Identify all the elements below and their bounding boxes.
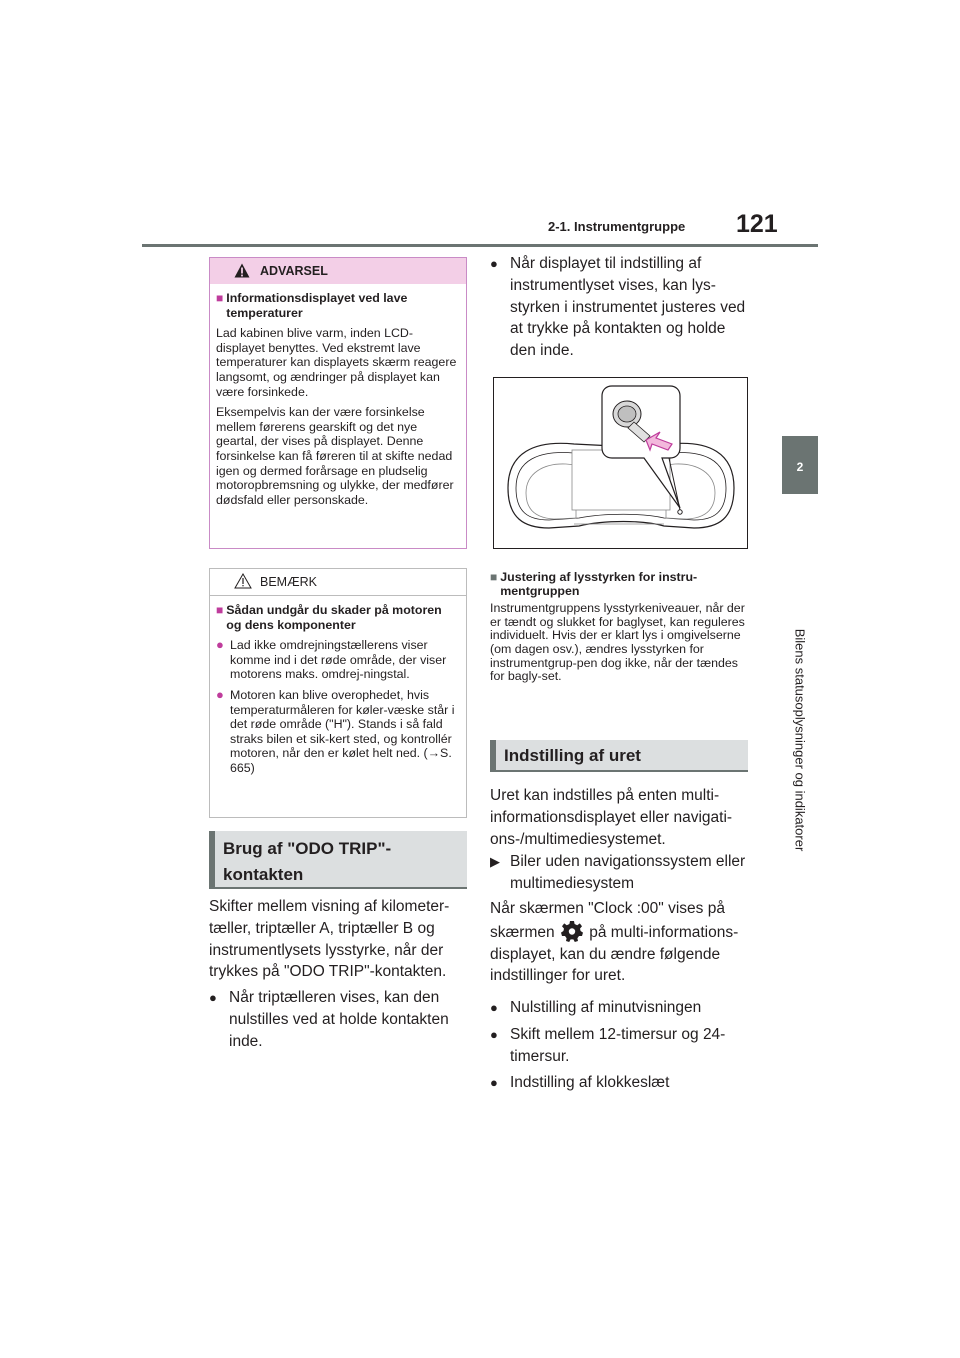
warning-header [210,258,466,284]
section-heading-odo-trip [209,831,467,889]
cluster-drawing [494,378,747,548]
warning-title: ADVARSEL [260,264,328,278]
bullet-dot-icon: ● [490,1026,498,1042]
bullet-dot-icon: ● [209,990,217,1005]
square-bullet-icon: ■ [490,570,498,584]
note-heading: ■ Sådan undgår du skader på motoren og dens komponenter [216,603,442,632]
section-title: Brug af "ODO TRIP"-kontakten [223,839,392,884]
note-box [209,568,467,818]
adjust-heading: ■ Justering af lysstyrken for instru-mentgruppen [490,570,698,598]
bullet-dot-icon: ● [490,1075,498,1091]
gear-settings-icon [561,920,583,942]
section-heading-clock [490,740,748,772]
list-item: ● Nulstilling af minutvisningen [490,997,752,1019]
warning-paragraph-2: Eksempelvis kan der være forsinkelse mellem førerens gearskift og det nye geartal, der vises på displayet. Denne forsinkelse kan få føreren til at skifte nedad igen og dermed forårsage en pludselig motoropbremsning og ulykke, der medfører dødsfald eller personskade. [216,405,454,507]
clock-paragraph-2: Når skærmen "Clock :00" vises på skærmen på multi-informations-displayet, kan du ændre følgende indstillinger for uret. [490,900,739,985]
clock-paragraph: Uret kan indstilles på enten multi-informationsdisplayet eller navigati-ons-/multimediesystemet. [490,787,733,848]
bullet-dot-icon: ● [490,256,498,271]
adjust-brightness-block [490,571,752,684]
warning-paragraph-1: Lad kabinen blive varm, inden LCD-displayet benyttes. Ved ekstremt lave temperaturer kan displayets skærm reagere langsomt, og ændringer på displayet kan være forsinkede. [216,326,457,399]
chapter-tab [782,436,818,494]
bullet-dot-icon: ● [216,686,224,702]
brightness-bullet: ● Når displayet til indstilling af instrumentlyset vises, kan lys-styrken i instrumentet justeres ved at trykke på kontakten og holde den inde. [490,253,752,362]
square-bullet-icon: ■ [216,291,224,305]
caution-triangle-icon [234,573,252,589]
section-title: Indstilling af uret [504,746,641,765]
page-number: 121 [736,210,778,238]
header-rule [142,244,818,247]
warning-triangle-icon [234,263,250,278]
note-bullet-2: ● Motoren kan blive overophedet, hvis temperaturmåleren for køler-væske står i det røde område ("H"). Stands i så fald straks bilen et sik-kert sted, og kontrollér motoren, når den er kølet helt ned. (→S. 665) [216,686,455,775]
warning-heading: ■ Informationsdisplayet ved lave temperaturer [216,291,408,320]
chapter-number: 2 [796,460,804,474]
arrow-right-icon: ▶ [490,854,500,869]
chapter-title: Bilens statusoplysninger og indikatorer [792,628,808,852]
note-title: BEMÆRK [260,575,317,589]
clock-bullet-list [490,997,752,1099]
square-bullet-icon: ■ [216,603,224,617]
bullet-dot-icon: ● [216,637,224,653]
odo-bullet: ● Når triptælleren vises, kan den nulstilles ved at holde kontakten inde. [209,987,471,1052]
list-item: ● Indstilling af klokkeslæt [490,1072,752,1094]
odo-paragraph: Skifter mellem visning af kilometer-tæller, triptæller A, triptæller B og instrumentlysets lysstyrke, når der trykkes på "ODO TRIP"-kontakten. [209,898,450,981]
running-header-section: 2-1. Instrumentgruppe [548,219,686,234]
note-header [210,569,466,596]
warning-box [209,257,467,549]
instrument-cluster-illustration [493,377,748,549]
adjust-text: Instrumentgruppens lysstyrkeniveauer, når der er tændt og slukket for baglyset, kan reguleres individuelt. Hvis der er klart lys i omgivelserne (om dagen osv.), ændres lysstyrken for instrumentgrup-pen dog ikke, når der tændes for bagly-set. [490,601,745,684]
vehicle-type-item: ▶ Biler uden navigationssystem eller multimediesystem [490,851,752,895]
bullet-dot-icon: ● [490,1000,498,1015]
list-item: ● Skift mellem 12-timersur og 24-timersur. [490,1024,752,1068]
note-bullet-1: ● Lad ikke omdrejningstællerens viser komme ind i det røde område, der viser motorens maks. omdrej-ningstal. [216,637,447,682]
